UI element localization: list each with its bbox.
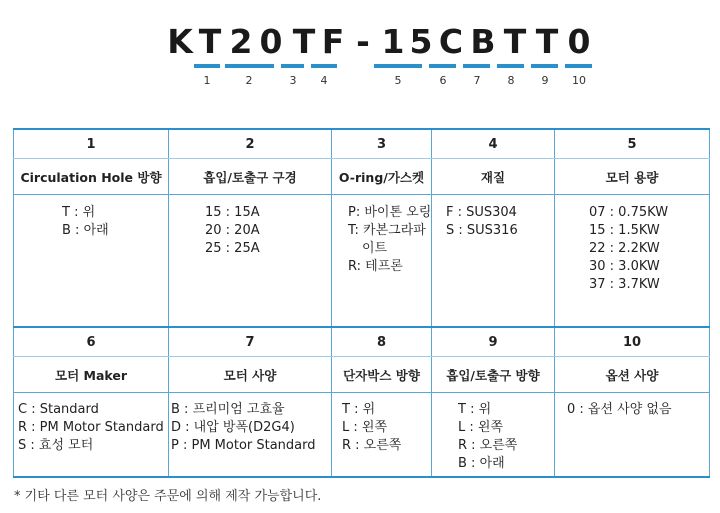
- segment-number: 9: [541, 74, 549, 87]
- code-char: 5: [409, 22, 433, 61]
- table-cell: [332, 195, 432, 328]
- column-header: Circulation Hole 방향: [14, 159, 169, 195]
- option-item: F : SUS304: [446, 205, 517, 220]
- option-item: 25 : 25A: [205, 241, 260, 256]
- option-item: B : 아래: [62, 223, 109, 238]
- column-number: 5: [555, 129, 710, 159]
- option-item: L : 왼쪽: [342, 420, 388, 435]
- option-item: 이트: [362, 241, 388, 256]
- option-item: R : PM Motor Standard: [18, 420, 164, 435]
- table-cell: [555, 195, 710, 328]
- option-item: 0 : 옵션 사양 없음: [567, 402, 672, 417]
- table-row: [14, 129, 710, 159]
- table-row: [14, 393, 710, 478]
- segment-number: 2: [245, 74, 253, 87]
- option-item: T : 위: [342, 402, 376, 417]
- segment-number: 10: [572, 74, 586, 87]
- option-item: L : 왼쪽: [458, 420, 504, 435]
- column-header: 단자박스 방향: [332, 357, 432, 393]
- code-char: C: [438, 22, 464, 61]
- segment-number: 5: [394, 74, 402, 87]
- segment-underline: [565, 64, 592, 68]
- segment-number: 7: [473, 74, 481, 87]
- column-number: 4: [432, 129, 555, 159]
- code-char: T: [198, 22, 222, 61]
- option-item: 30 : 3.0KW: [589, 259, 660, 274]
- segment-number: 1: [203, 74, 211, 87]
- column-header: 흡입/토출구 구경: [169, 159, 332, 195]
- option-item: R : 오른쪽: [342, 438, 402, 453]
- code-char: T: [535, 22, 559, 61]
- option-item: P: 바이톤 오링: [348, 205, 432, 220]
- column-header: 모터 사양: [169, 357, 332, 393]
- option-item: 37 : 3.7KW: [589, 277, 660, 292]
- table-cell: [432, 195, 555, 328]
- table-cell: [169, 195, 332, 328]
- option-item: 15 : 15A: [205, 205, 260, 220]
- footnote: * 기타 다른 모터 사양은 주문에 의해 제작 가능합니다.: [14, 489, 322, 504]
- option-item: S : 효성 모터: [18, 438, 94, 453]
- option-item: S : SUS316: [446, 223, 518, 238]
- segment-number: 6: [439, 74, 447, 87]
- option-item: P : PM Motor Standard: [171, 438, 316, 453]
- option-item: B : 아래: [458, 456, 505, 471]
- option-item: 07 : 0.75KW: [589, 205, 669, 220]
- option-item: 15 : 1.5KW: [589, 223, 660, 238]
- code-char: 0: [567, 22, 591, 61]
- option-item: B : 프리미엄 고효율: [171, 402, 285, 417]
- table-cell: [432, 393, 555, 478]
- code-char: K: [167, 22, 193, 61]
- segment-underline: [225, 64, 274, 68]
- code-char: -: [356, 22, 370, 61]
- option-item: D : 내압 방폭(D2G4): [171, 420, 295, 435]
- segment-underline: [429, 64, 456, 68]
- segment-number: 4: [320, 74, 328, 87]
- segment-underline: [463, 64, 490, 68]
- segment-underline: [281, 64, 304, 68]
- option-item: 22 : 2.2KW: [589, 241, 660, 256]
- table-cell: [169, 393, 332, 478]
- table-row: [14, 327, 710, 357]
- code-char: 2: [229, 22, 253, 61]
- segment-underline: [531, 64, 558, 68]
- column-header: 옵션 사양: [555, 357, 710, 393]
- segment-underline: [497, 64, 524, 68]
- option-item: 20 : 20A: [205, 223, 260, 238]
- table-cell: [14, 393, 169, 478]
- table-row: [14, 159, 710, 195]
- spec-table: [13, 128, 710, 478]
- segment-underline: [194, 64, 220, 68]
- column-number: 10: [555, 327, 710, 357]
- segment-underline: [311, 64, 337, 68]
- column-header: 흡입/토출구 방향: [432, 357, 555, 393]
- code-char: F: [321, 22, 345, 61]
- segment-underline: [374, 64, 422, 68]
- option-item: T: 카본그라파: [348, 223, 426, 238]
- option-item: C : Standard: [18, 402, 99, 417]
- option-item: R: 테프론: [348, 259, 403, 274]
- code-char: T: [292, 22, 316, 61]
- table-row: [14, 357, 710, 393]
- column-number: 2: [169, 129, 332, 159]
- option-item: T : 위: [62, 205, 96, 220]
- code-char: T: [503, 22, 527, 61]
- column-header: 모터 용량: [555, 159, 710, 195]
- column-header: 모터 Maker: [14, 357, 169, 393]
- option-item: R : 오른쪽: [458, 438, 518, 453]
- column-number: 7: [169, 327, 332, 357]
- table-row: [14, 195, 710, 328]
- column-header: 재질: [432, 159, 555, 195]
- column-header: O-ring/가스켓: [332, 159, 432, 195]
- table-cell: [555, 393, 710, 478]
- option-item: T : 위: [458, 402, 492, 417]
- column-number: 3: [332, 129, 432, 159]
- column-number: 9: [432, 327, 555, 357]
- column-number: 8: [332, 327, 432, 357]
- column-number: 6: [14, 327, 169, 357]
- code-char: 0: [259, 22, 283, 61]
- table-cell: [14, 195, 169, 328]
- table-cell: [332, 393, 432, 478]
- segment-number: 8: [507, 74, 515, 87]
- code-char: B: [470, 22, 496, 61]
- column-number: 1: [14, 129, 169, 159]
- segment-number: 3: [289, 74, 297, 87]
- code-char: 1: [381, 22, 405, 61]
